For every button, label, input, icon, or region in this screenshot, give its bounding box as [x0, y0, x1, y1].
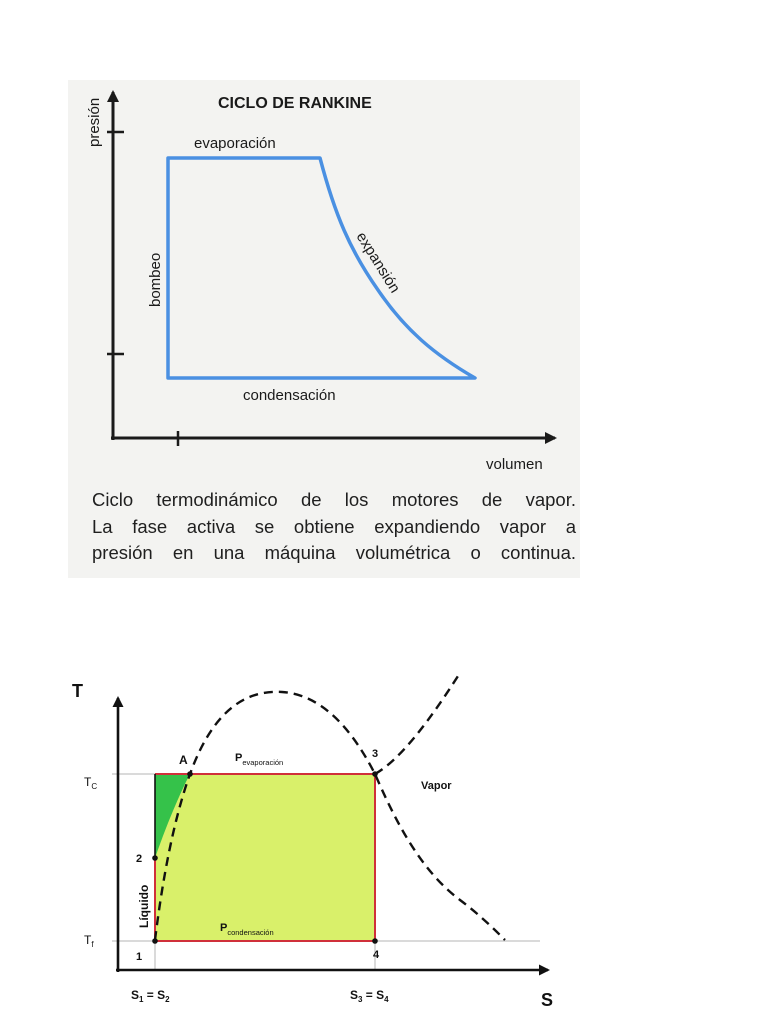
caption-line-1: Ciclo termodinámico de los motores de vapor. [92, 489, 576, 510]
pv-label-evaporacion: evaporación [194, 135, 276, 152]
ts-label-point-2: 2 [136, 853, 143, 865]
ts-superheat-line [375, 676, 458, 774]
ts-y-label: T [72, 681, 83, 701]
ts-diagram [112, 676, 548, 972]
ts-region-liquido: Líquido [137, 884, 151, 928]
ts-pressure-evap: $P_{evaporación}$ [235, 752, 284, 767]
caption-line-2: La fase activa se obtiene expandiendo vapor a [92, 515, 576, 537]
ts-region-vapor: Vapor [421, 780, 452, 792]
ts-label-point-1: 1 [136, 951, 143, 963]
ts-label-point-A: A [179, 753, 188, 767]
ts-point-2 [152, 855, 158, 861]
pv-title: CICLO DE RANKINE [218, 95, 372, 112]
ts-fill-main [155, 774, 375, 941]
ts-tick-hot: $T_C$ [84, 775, 98, 791]
pv-x-label: volumen [486, 456, 543, 473]
pv-label-condensacion: condensación [243, 387, 336, 404]
ts-tick-s12: $S_1 = S_2$ [131, 988, 170, 1004]
pv-caption [92, 487, 576, 567]
ts-x-label: S [541, 990, 554, 1010]
ts-label-point-4: 4 [373, 949, 380, 961]
ts-point-4 [372, 938, 378, 944]
pv-label-expansion: expansión [352, 229, 404, 297]
pv-cycle-path [168, 158, 475, 378]
ts-tick-s34: $S_3 = S_4$ [350, 988, 389, 1004]
ts-pressure-cond: $P_{condensación}$ [220, 922, 274, 937]
pv-label-bombeo: bombeo [147, 252, 164, 307]
ts-point-1 [152, 938, 158, 944]
ts-point-3 [372, 771, 378, 777]
ts-point-A [187, 771, 193, 777]
ts-tick-cold: $T_f$ [84, 933, 94, 949]
caption-line-3: presión en una máquina volumétrica o continua. [92, 542, 576, 563]
ts-label-point-3: 3 [372, 748, 379, 760]
pv-y-label: presión [86, 97, 103, 147]
